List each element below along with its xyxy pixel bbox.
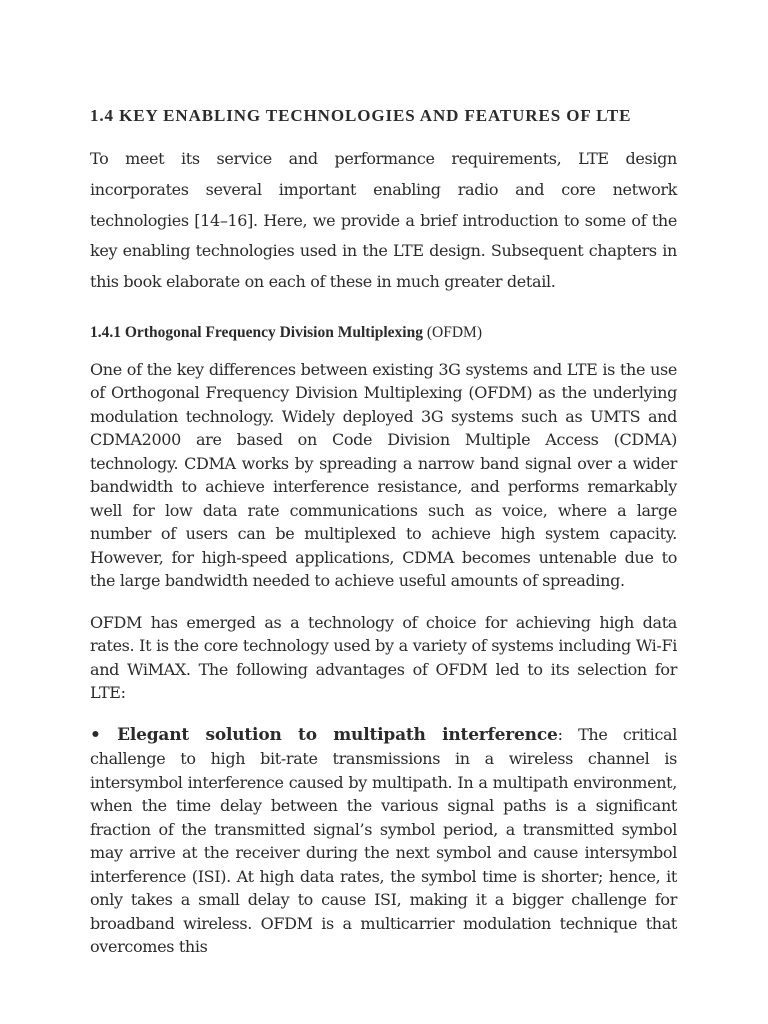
bullet-text: : The critical challenge to high bit-rate transmissions in a wireless channel is intersymbol interference caused by multipath. In a multipath environment, when the time delay between the various signal paths is a significant fraction of the transmitted signal’s symbol period, a transmitted symbol may arrive at the receiver during the next symbol and cause intersymbol interference (ISI). At high data rates, the symbol time is shorter; hence, it only takes a small delay to cause ISI, making it a bigger challenge for broadband wireless. OFDM is a multicarrier modulation technique that overcomes this [90,724,678,957]
ofdm-paragraph-1: One of the key differences between existing 3G systems and LTE is the use of Orthogonal Frequency Division Multiplexing (OFDM) as the underlying modulation technology. Widely deployed 3G systems such as UMTS and CDMA2000 are based on Code Division Multiple Access (CDMA) technology. CDMA works by spreading a narrow band signal over a wider bandwidth to achieve interference resistance, and performs remarkably well for low data rate communications such as voice, where a large number of users can be multiplexed to achieve high system capacity. However, for high-speed applications, CDMA becomes untenable due to the large bandwidth needed to achieve useful amounts of spreading. [90,359,677,591]
ofdm-paragraph-2: OFDM has emerged as a technology of choice for achieving high data rates. It is the core technology used by a variety of systems including Wi-Fi and WiMAX. The following advantages of OFDM led to its selection for LTE: [90,612,677,703]
section-heading: 1.4 KEY ENABLING TECHNOLOGIES AND FEATURES OF LTE [90,106,632,125]
bullet-title: Elegant solution to multipath interference [117,724,558,745]
bullet-multipath [90,723,677,959]
bullet-marker: • [90,724,101,745]
intro-paragraph: To meet its service and performance requirements, LTE design incorporates several important enabling radio and core network technologies [14–16]. Here, we provide a brief introduction to some of the key enabling technologies used in the LTE design. Subsequent chapters in this book elaborate on each of these in much greater detail. [90,149,677,292]
subsection-heading-abbrev: (OFDM) [426,323,482,341]
subsection-heading [90,323,677,343]
document-page [90,104,677,977]
subsection-heading-main: 1.4.1 Orthogonal Frequency Division Multiplexing [90,323,423,341]
